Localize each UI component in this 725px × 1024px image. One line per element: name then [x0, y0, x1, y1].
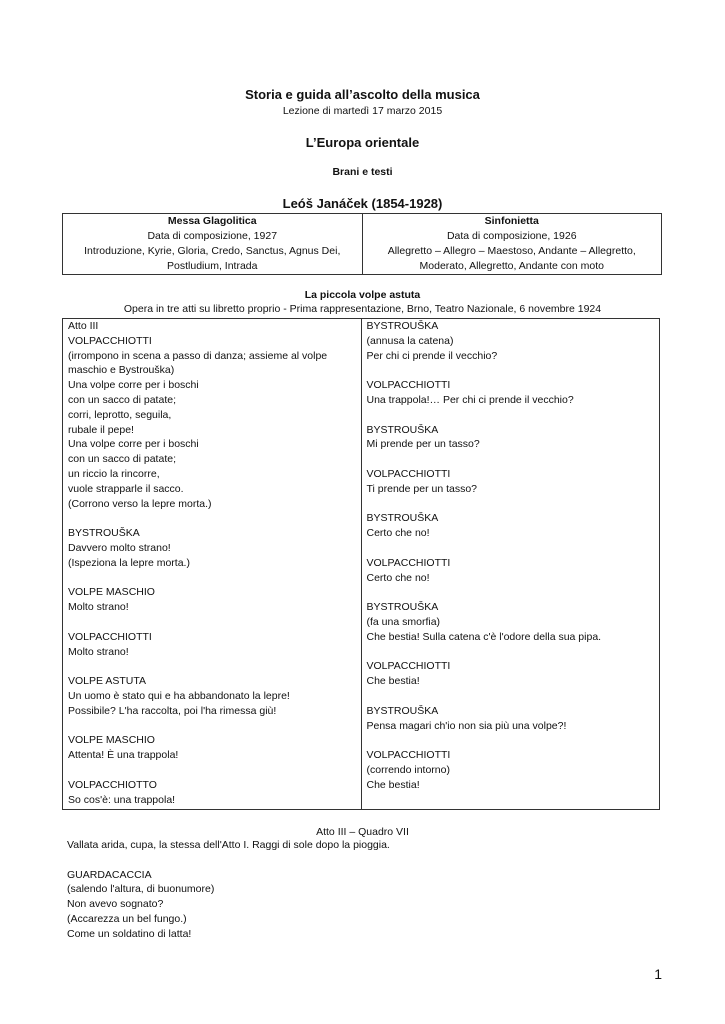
- libretto-line: BYSTROUŠKA: [366, 320, 439, 332]
- libretto-line: con un sacco di patate;: [68, 453, 176, 466]
- libretto-line: (fa una smorfia): [366, 615, 441, 628]
- libretto-line: Ti prende per un tasso?: [366, 482, 478, 495]
- scene-heading: Atto III – Quadro VII: [316, 826, 409, 838]
- opera-title: La piccola volpe astuta: [304, 289, 421, 301]
- libretto-line: [367, 363, 655, 378]
- libretto-line: [68, 659, 356, 674]
- libretto-table: [62, 318, 660, 810]
- libretto-line: VOLPACCHIOTTI: [366, 749, 451, 762]
- libretto-line: Una volpe corre per i boschi: [68, 438, 199, 451]
- libretto-line: [367, 408, 655, 423]
- libretto-line: [367, 585, 655, 600]
- scene-line: Non avevo sognato?: [67, 898, 164, 911]
- work-date: Data di composizione, 1927: [147, 230, 278, 242]
- libretto-line: [68, 763, 356, 778]
- scene-line: (Accarezza un bel fungo.): [67, 912, 187, 925]
- libretto-line: [367, 497, 655, 512]
- libretto-line: Possibile? L'ha raccolta, poi l'ha rimessa giù!: [68, 704, 277, 717]
- works-table: [62, 213, 662, 275]
- libretto-line: Atto III: [68, 320, 99, 332]
- libretto-line: VOLPACCHIOTTI: [366, 556, 451, 569]
- libretto-line: Certo che no!: [366, 527, 430, 540]
- libretto-line: [367, 541, 655, 556]
- libretto-line: (correndo intorno): [366, 763, 450, 776]
- libretto-line: [367, 645, 655, 660]
- libretto-line: So cos'è: una trappola!: [68, 793, 176, 806]
- libretto-left-column: [63, 319, 362, 810]
- libretto-line: (irrompono in scena a passo di danza; assieme al volpe: [68, 349, 328, 362]
- libretto-line: [367, 689, 655, 704]
- libretto-line: corri, leprotto, seguila,: [68, 408, 172, 421]
- libretto-line: VOLPE MASCHIO: [68, 586, 155, 599]
- libretto-line: VOLPACCHIOTTI: [366, 379, 451, 392]
- libretto-line: BYSTROUŠKA: [68, 527, 140, 540]
- libretto-line: VOLPE MASCHIO: [68, 734, 155, 747]
- scene-line: Come un soldatino di latta!: [67, 927, 192, 940]
- libretto-line: Che bestia!: [366, 778, 420, 791]
- composer-heading: Leóš Janáček (1854-1928): [282, 196, 443, 211]
- libretto-line: Attenta! È una trappola!: [68, 749, 179, 762]
- libretto-line: [68, 615, 356, 630]
- libretto-line: maschio e Bystrouška): [68, 364, 175, 377]
- scene-text: [67, 838, 390, 942]
- libretto-line: [68, 511, 356, 526]
- libretto-line: BYSTROUŠKA: [366, 601, 439, 614]
- libretto-line: Certo che no!: [366, 571, 430, 584]
- libretto-line: [367, 452, 655, 467]
- libretto-line: VOLPACCHIOTTI: [68, 630, 152, 643]
- document-title: Storia e guida all’ascolto della musica: [245, 87, 480, 102]
- libretto-line: Che bestia! Sulla catena c'è l'odore della sua pipa.: [366, 630, 602, 643]
- libretto-line: Una volpe corre per i boschi: [68, 379, 199, 392]
- subsection-title: Brani e testi: [332, 166, 393, 178]
- work-cell-messa: [63, 214, 363, 275]
- libretto-line: BYSTROUŠKA: [366, 423, 439, 436]
- libretto-line: Mi prende per un tasso?: [366, 438, 480, 451]
- lesson-date: Lezione di martedì 17 marzo 2015: [282, 105, 443, 117]
- libretto-line: Molto strano!: [68, 601, 129, 614]
- libretto-right-column: [361, 319, 660, 810]
- libretto-line: Che bestia!: [366, 675, 420, 688]
- work-cell-sinfonietta: [362, 214, 662, 275]
- libretto-line: VOLPACCHIOTTI: [68, 334, 152, 347]
- work-movements: Introduzione, Kyrie, Gloria, Credo, Sanctus, Agnus Dei,: [84, 245, 341, 257]
- libretto-line: (Ispeziona la lepre morta.): [68, 556, 190, 569]
- libretto-line: [68, 571, 356, 586]
- work-title: Messa Glagolitica: [167, 215, 257, 227]
- libretto-line: Una trappola!… Per chi ci prende il vecchio?: [366, 393, 574, 406]
- libretto-line: Pensa magari ch'io non sia più una volpe?!: [366, 719, 567, 732]
- libretto-line: BYSTROUŠKA: [366, 704, 439, 717]
- work-date: Data di composizione, 1926: [446, 230, 577, 242]
- section-title: L’Europa orientale: [305, 135, 420, 150]
- work-movements: Postludium, Intrada: [167, 260, 258, 272]
- libretto-line: VOLPACCHIOTTI: [366, 467, 451, 480]
- libretto-line: (Corrono verso la lepre morta.): [68, 497, 212, 510]
- libretto-line: vuole strapparle il sacco.: [68, 482, 184, 495]
- scene-line: (salendo l'altura, di buonumore): [67, 883, 215, 896]
- scene-line: [67, 853, 390, 868]
- libretto-line: Molto strano!: [68, 645, 129, 658]
- libretto-line: con un sacco di patate;: [68, 393, 176, 406]
- work-movements: Allegretto – Allegro – Maestoso, Andante – Allegretto,: [387, 245, 636, 257]
- libretto-line: VOLPACCHIOTTI: [366, 660, 451, 673]
- work-movements: Moderato, Allegretto, Andante con moto: [419, 260, 604, 272]
- scene-line: GUARDACACCIA: [67, 868, 152, 881]
- libretto-line: (annusa la catena): [366, 334, 454, 347]
- work-title: Sinfonietta: [484, 215, 539, 227]
- libretto-line: Per chi ci prende il vecchio?: [366, 349, 498, 362]
- scene-line: Vallata arida, cupa, la stessa dell'Atto I. Raggi di sole dopo la pioggia.: [67, 839, 390, 851]
- libretto-line: rubale il pepe!: [68, 423, 134, 436]
- libretto-line: BYSTROUŠKA: [366, 512, 439, 525]
- libretto-line: VOLPACCHIOTTO: [68, 778, 157, 791]
- libretto-line: un riccio la rincorre,: [68, 467, 160, 480]
- libretto-line: [68, 719, 356, 734]
- libretto-line: Davvero molto strano!: [68, 541, 171, 554]
- libretto-line: Un uomo è stato qui e ha abbandonato la lepre!: [68, 689, 290, 702]
- opera-info: Opera in tre atti su libretto proprio - Prima rappresentazione, Brno, Teatro Nazionale, 6 novembre 1924: [123, 303, 602, 315]
- libretto-line: VOLPE ASTUTA: [68, 675, 146, 688]
- libretto-line: [367, 733, 655, 748]
- page-number: 1: [654, 966, 662, 982]
